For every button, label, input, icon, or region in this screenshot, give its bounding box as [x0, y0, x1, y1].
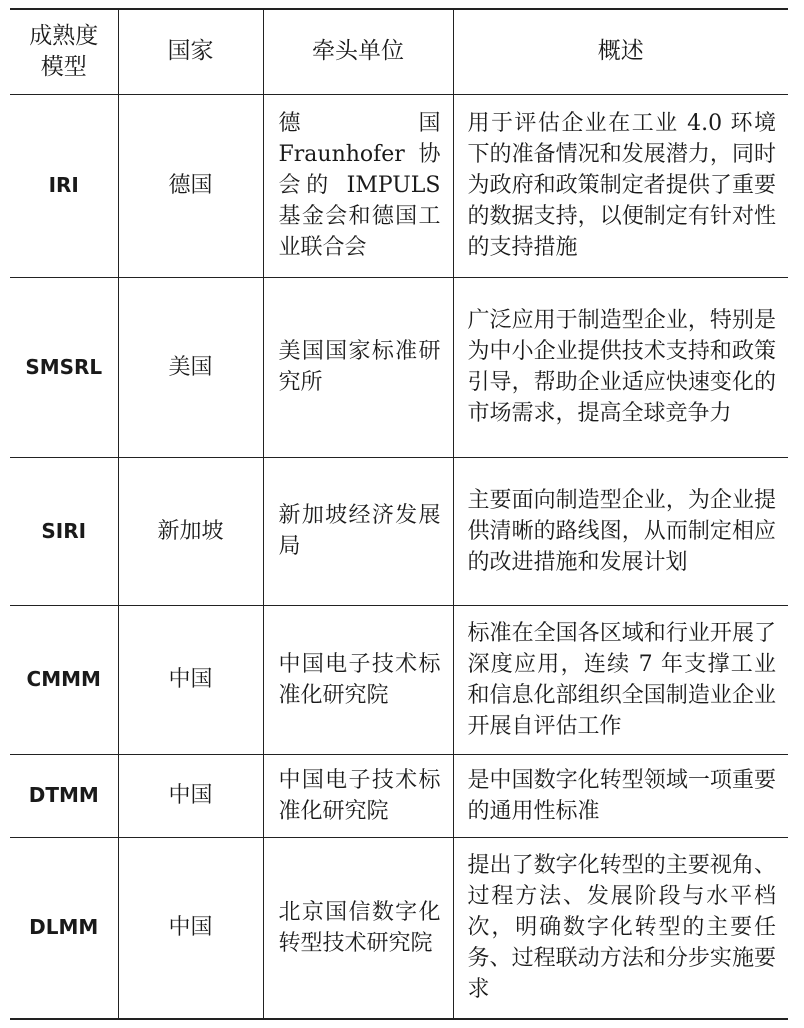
header-overview: 概述	[453, 9, 788, 94]
cell-model: DTMM	[10, 754, 118, 837]
cell-lead-org: 中国电子技术标准化研究院	[263, 605, 453, 754]
cell-country: 中国	[118, 754, 263, 837]
cell-overview: 是中国数字化转型领域一项重要的通用性标准	[453, 754, 788, 837]
cell-lead-org: 德国 Fraunhofer 协会的 IMPULS 基金会和德国工业联合会	[263, 94, 453, 277]
cell-lead-org: 美国国家标准研究所	[263, 277, 453, 457]
header-maturity-model: 成熟度模型	[10, 9, 118, 94]
table-row	[10, 837, 788, 1019]
cell-country: 中国	[118, 837, 263, 1019]
cell-model: DLMM	[10, 837, 118, 1019]
table-row	[10, 605, 788, 754]
table-row	[10, 94, 788, 277]
cell-country: 德国	[118, 94, 263, 277]
table-row	[10, 457, 788, 605]
header-country: 国家	[118, 9, 263, 94]
table-row	[10, 277, 788, 457]
cell-model: SIRI	[10, 457, 118, 605]
cell-country: 中国	[118, 605, 263, 754]
cell-overview: 广泛应用于制造型企业，特别是为中小企业提供技术支持和政策引导，帮助企业适应快速变化的市场需求，提高全球竞争力	[453, 277, 788, 457]
cell-overview: 主要面向制造型企业，为企业提供清晰的路线图，从而制定相应的改进措施和发展计划	[453, 457, 788, 605]
cell-overview: 标准在全国各区域和行业开展了深度应用，连续 7 年支撑工业和信息化部组织全国制造业企业开展自评估工作	[453, 605, 788, 754]
table-header-row	[10, 9, 788, 94]
cell-lead-org: 中国电子技术标准化研究院	[263, 754, 453, 837]
cell-model: IRI	[10, 94, 118, 277]
cell-model: CMMM	[10, 605, 118, 754]
cell-model: SMSRL	[10, 277, 118, 457]
cell-overview: 用于评估企业在工业 4.0 环境下的准备情况和发展潜力，同时为政府和政策制定者提供了重要的数据支持，以便制定有针对性的支持措施	[453, 94, 788, 277]
maturity-model-table	[10, 8, 788, 1020]
cell-country: 新加坡	[118, 457, 263, 605]
table-row	[10, 754, 788, 837]
header-lead-org: 牵头单位	[263, 9, 453, 94]
cell-overview: 提出了数字化转型的主要视角、过程方法、发展阶段与水平档次，明确数字化转型的主要任务、过程联动方法和分步实施要求	[453, 837, 788, 1019]
cell-lead-org: 新加坡经济发展局	[263, 457, 453, 605]
cell-lead-org: 北京国信数字化转型技术研究院	[263, 837, 453, 1019]
cell-country: 美国	[118, 277, 263, 457]
